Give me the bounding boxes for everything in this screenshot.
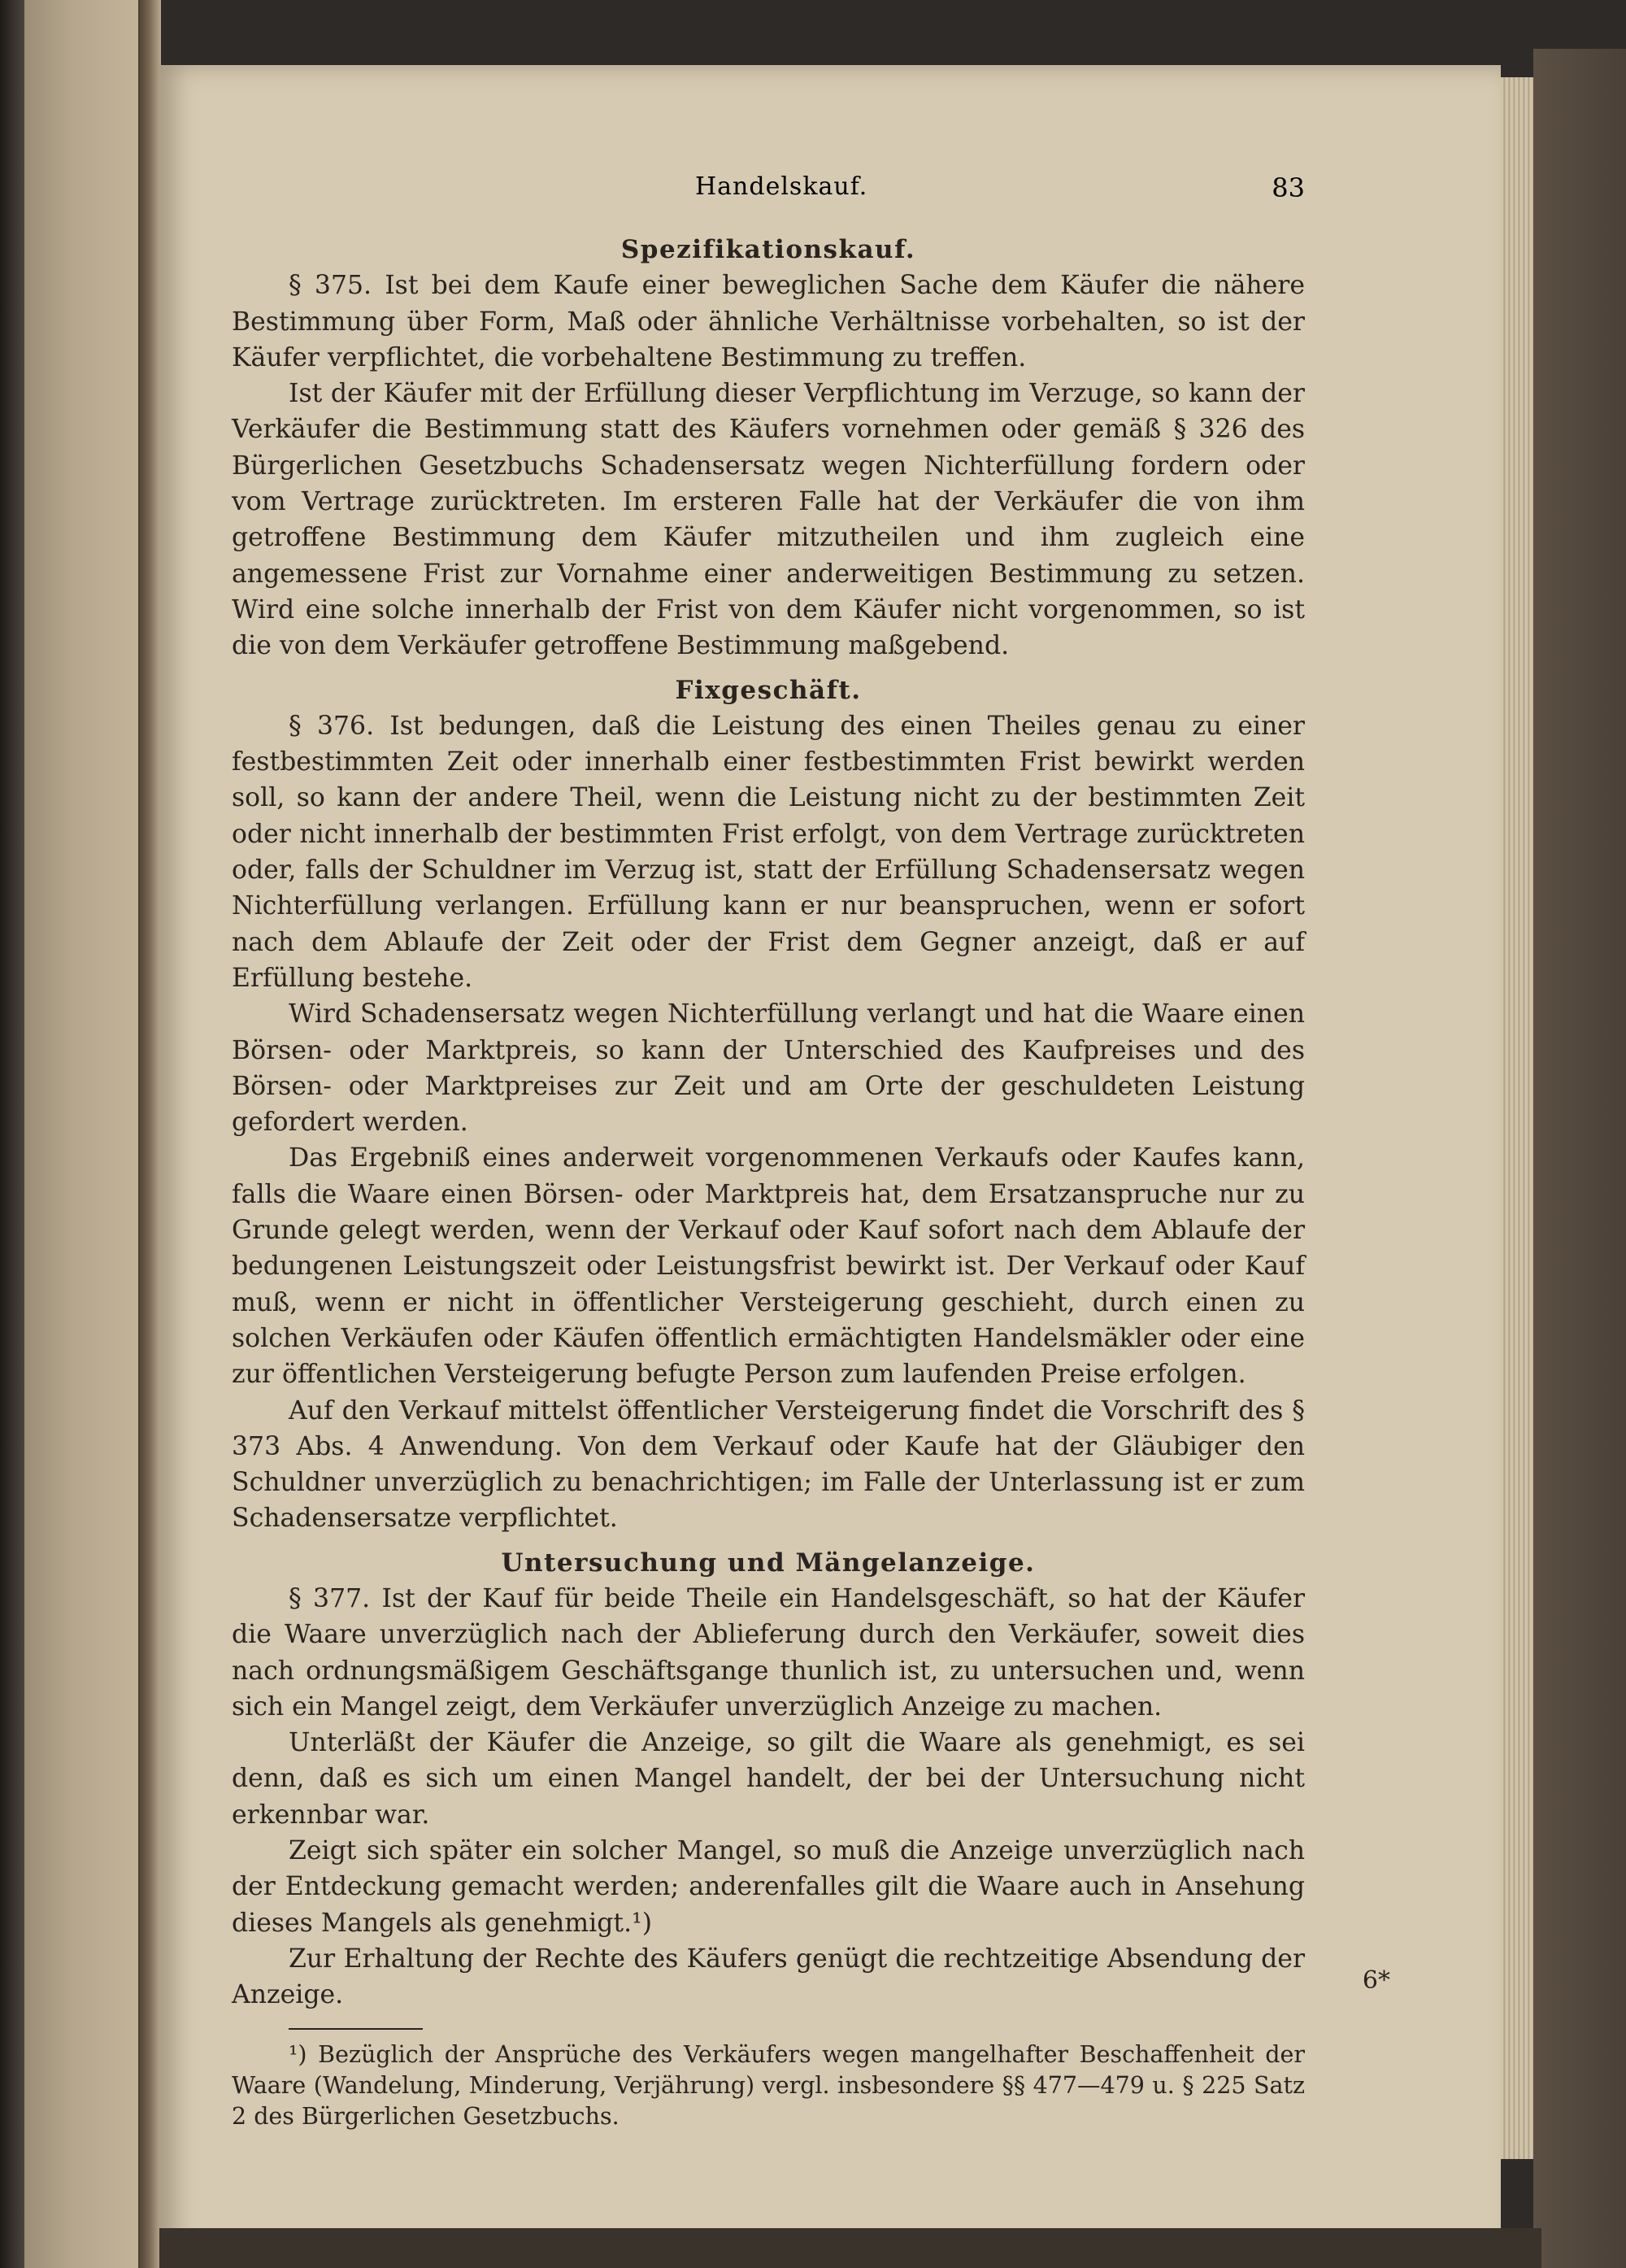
page-body <box>232 232 1305 2132</box>
section-heading-fixgeschaeft: Fixgeschäft. <box>675 675 862 705</box>
footnote-rule <box>289 2028 423 2030</box>
page-number: 83 <box>1272 172 1305 203</box>
book-cover-right <box>1533 49 1626 2268</box>
page-stack-edge <box>1501 77 1533 2159</box>
paragraph-377: § 377. Ist der Kauf für beide Theile ein Handelsgeschäft, so hat der Käufer die Waare unverzüglich nach der Ablieferung durch den Verkäufer, soweit dies nach ordnungsmäßigem Geschäftsgange thunlich ist, zu untersuchen und, wenn sich ein Mangel zeigt, dem Verkäufer unverzüglich Anzeige zu machen. <box>232 1583 1305 1722</box>
paragraph-377-4: Zur Erhaltung der Rechte des Käufers genügt die rechtzeitige Absendung der Anzeige. <box>232 1944 1305 2010</box>
signature-mark: 6* <box>1362 1966 1390 1995</box>
running-title: Handelskauf. <box>695 172 868 201</box>
footnote: ¹) Bezüglich der Ansprüche des Verkäufers wegen mangelhafter Beschaffenheit der Waare (Wandelung, Minderung, Verjährung) vergl. insbesondere §§ 477—479 u. § 225 Satz 2 des Bürgerlichen Gesetzbuchs. <box>232 2040 1305 2130</box>
book-spine-edge <box>0 0 24 2268</box>
section-heading-untersuchung: Untersuchung und Mängelanzeige. <box>501 1548 1036 1578</box>
book-gutter <box>138 0 161 2268</box>
paragraph-377-3: Zeigt sich später ein solcher Mangel, so muß die Anzeige unverzüglich nach der Entdeckung gemacht werden; anderenfalles gilt die Waare auch in Ansehung dieses Mangels als genehmigt.¹) <box>232 1836 1305 1938</box>
paragraph-377-2: Unterläßt der Käufer die Anzeige, so gilt die Waare als genehmigt, es sei denn, daß es sich um einen Mangel handelt, der bei der Untersuchung nicht erkennbar war. <box>232 1728 1305 1830</box>
paragraph-376-4: Auf den Verkauf mittelst öffentlicher Versteigerung findet die Vorschrift des § 373 Abs. 4 Anwendung. Von dem Verkauf oder Kaufe hat der Gläubiger den Schuldner unverzüglich zu benachrichtigen; im Falle der Unterlassung ist er zum Schadensersatze verpflichtet. <box>232 1395 1305 1534</box>
paragraph-375: § 375. Ist bei dem Kaufe einer beweglichen Sache dem Käufer die nähere Bestimmung über Form, Maß oder ähnliche Verhältnisse vorbehalten, so ist der Käufer verpflichtet, die vorbehaltene Bestimmung zu treffen. <box>232 271 1305 372</box>
paragraph-376-3: Das Ergebniß eines anderweit vorgenommenen Verkaufs oder Kaufes kann, falls die Waare einen Börsen- oder Marktpreis hat, dem Ersatzanspruche nur zu Grunde gelegt werden, wenn der Verkauf oder Kauf sofort nach dem Ablaufe der bedungenen Leistungszeit oder Leistungsfrist bewirkt ist. Der Verkauf oder Kauf muß, wenn er nicht in öffentlicher Versteigerung geschieht, durch einen zu solchen Verkäufen oder Käufen öffentlich ermächtigten Handelsmäkler oder eine zur öffentlichen Versteigerung befugte Person zum laufenden Preise erfolgen. <box>232 1143 1305 1390</box>
paragraph-376-2: Wird Schadensersatz wegen Nichterfüllung verlangt und hat die Waare einen Börsen- oder Marktpreis, so kann der Unterschied des Kaufpreises und des Börsen- oder Marktpreises zur Zeit und am Orte der geschuldeten Leistung gefordert werden. <box>232 999 1305 1138</box>
running-head <box>232 172 1305 213</box>
paragraph-375-2: Ist der Käufer mit der Erfüllung dieser Verpflichtung im Verzuge, so kann der Verkäufer die Bestimmung statt des Käufers vornehmen oder gemäß § 326 des Bürgerlichen Gesetzbuchs Schadensersatz wegen Nichterfüllung fordern oder vom Vertrage zurücktreten. Im ersteren Falle hat der Verkäufer die von ihm getroffene Bestimmung dem Käufer mitzutheilen und ihm zugleich eine angemessene Frist zur Vornahme einer anderweitigen Bestimmung zu setzen. Wird eine solche innerhalb der Frist von dem Käufer nicht vorgenommen, so ist die von dem Verkäufer getroffene Bestimmung maßgebend. <box>232 379 1305 661</box>
facing-page-edge <box>24 0 146 2268</box>
book-bottom-edge <box>159 2228 1541 2268</box>
paragraph-376: § 376. Ist bedungen, daß die Leistung des einen Theiles genau zu einer festbestimmten Zeit oder innerhalb einer festbestimmten Frist bewirkt werden soll, so kann der andere Theil, wenn die Leistung nicht zu der bestimmten Zeit oder nicht innerhalb der bestimmten Frist erfolgt, von dem Vertrage zurücktreten oder, falls der Schuldner im Verzug ist, statt der Erfüllung Schadensersatz wegen Nichterfüllung verlangen. Erfüllung kann er nur beanspruchen, wenn er sofort nach dem Ablaufe der Zeit oder der Frist dem Gegner anzeigt, daß er auf Erfüllung bestehe. <box>232 711 1305 993</box>
section-heading-spezifikationskauf: Spezifikationskauf. <box>620 235 916 264</box>
